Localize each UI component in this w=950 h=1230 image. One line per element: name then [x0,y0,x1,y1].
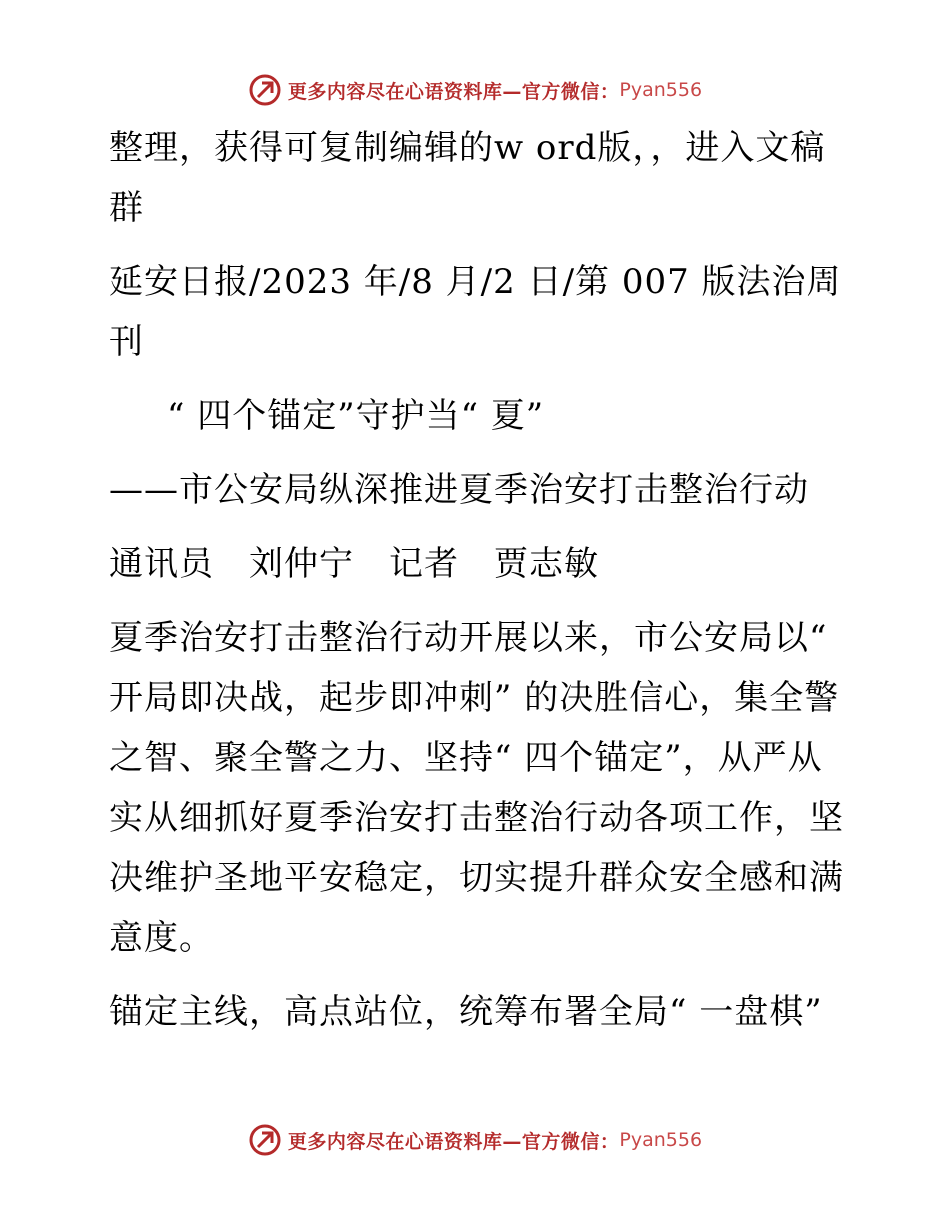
source-line: 延安日报/2023 年/8 月/2 日/第 007 版法治周刊 [109,262,842,362]
document-body [97,118,857,1042]
intro-line: 整理，获得可复制编辑的w ord版，，进入文稿群 [109,128,826,228]
footer-watermark [0,1120,950,1160]
watermark-id: Pyan556 [619,1129,703,1151]
paragraph-2: 锚定主线，高点站位，统筹布署全局“ 一盘棋” [109,992,823,1032]
header-watermark [0,70,950,110]
stamp-logo-icon [248,1123,282,1157]
paragraph-1: 夏季治安打击整治行动开展以来，市公安局以“ 开局即决战，起步即冲刺” 的决胜信心，集全警之智、聚全警之力、坚持“ 四个锚定”，从严从实从细抓好夏季治安打击整治行动各项工作，坚决维护圣地平安稳定，切实提升群众安全感和满意度。 [109,618,844,958]
article-title: “ 四个锚定”守护当“ 夏” [167,396,545,436]
byline: 通讯员 刘仲宁 记者 贾志敏 [109,544,599,584]
watermark-text: 更多内容尽在心语资料库—官方微信： [287,1130,620,1153]
watermark-text: 更多内容尽在心语资料库—官方微信： [287,80,620,103]
watermark-id: Pyan556 [619,79,703,101]
article-subtitle: ——市公安局纵深推进夏季治安打击整治行动 [109,470,809,510]
stamp-logo-icon [248,73,282,107]
